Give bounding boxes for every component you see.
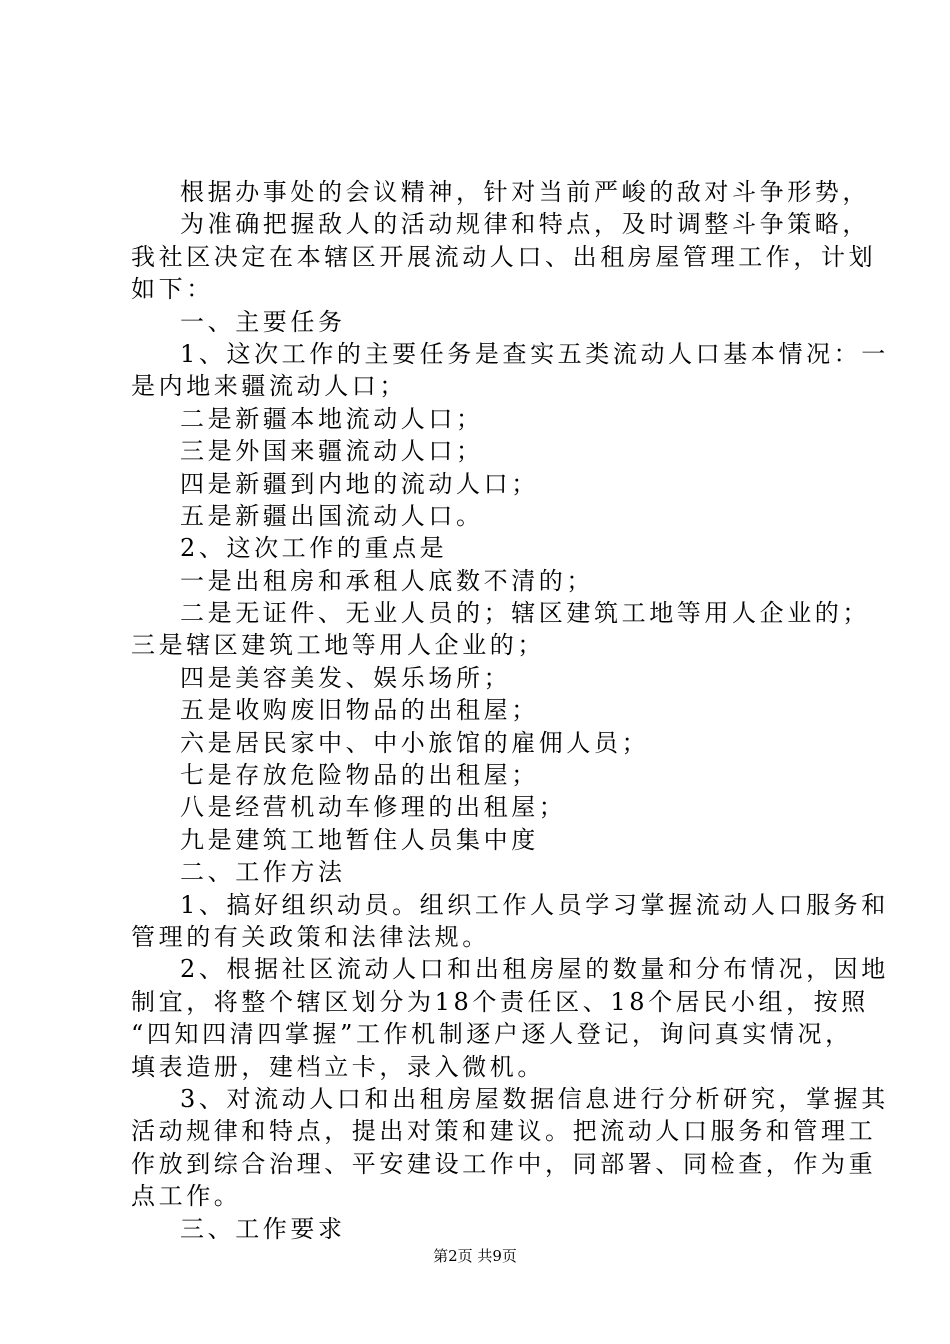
text-line: 填表造册，建档立卡，录入微机。: [131, 1052, 545, 1081]
text-line: 六是居民家中、中小旅馆的雇佣人员；: [180, 728, 650, 757]
text-line: 点工作。: [131, 1182, 242, 1211]
text-line: 管理的有关政策和法律法规。: [131, 922, 490, 951]
text-line: 三是辖区建筑工地等用人企业的；: [131, 631, 545, 660]
text-line: 活动规律和特点，提出对策和建议。把流动人口服务和管理工: [131, 1117, 877, 1146]
text-line: 五是新疆出国流动人口。: [180, 501, 484, 530]
page-footer: 第2页 共9页: [433, 1247, 517, 1265]
text-line: 三、工作要求: [180, 1214, 346, 1243]
text-line: 作放到综合治理、平安建设工作中，同部署、同检查，作为重: [131, 1149, 877, 1178]
text-line: 一是出租房和承租人底数不清的；: [180, 566, 594, 595]
text-line: 八是经营机动车修理的出租屋；: [180, 793, 567, 822]
text-line: 制宜，将整个辖区划分为18个责任区、18个居民小组，按照: [131, 987, 869, 1016]
text-line: 是内地来疆流动人口；: [131, 372, 407, 401]
text-line: 为准确把握敌人的活动规律和特点，及时调整斗争策略，: [180, 210, 870, 239]
text-line: 1、搞好组织动员。组织工作人员学习掌握流动人口服务和: [180, 890, 889, 919]
text-line: 三是外国来疆流动人口；: [180, 437, 484, 466]
document-body: [131, 176, 889, 1245]
text-line: 一、主要任务: [180, 307, 346, 336]
text-line: 2、这次工作的重点是: [180, 534, 448, 563]
text-line: 根据办事处的会议精神，针对当前严峻的敌对斗争形势，: [180, 178, 870, 206]
text-line: 1、这次工作的主要任务是查实五类流动人口基本情况：一: [180, 339, 889, 368]
text-line: 四是新疆到内地的流动人口；: [180, 469, 539, 498]
text-line: 二、工作方法: [180, 858, 346, 887]
text-line: “四知四清四掌握”工作机制逐户逐人登记，询问真实情况，: [131, 1020, 853, 1049]
text-line: 九是建筑工地暂住人员集中度: [180, 825, 539, 854]
text-line: 我社区决定在本辖区开展流动人口、出租房屋管理工作，计划: [131, 242, 877, 271]
text-line: 2、根据社区流动人口和出租房屋的数量和分布情况，因地: [180, 955, 889, 984]
text-line: 七是存放危险物品的出租屋；: [180, 761, 539, 790]
text-line: 二是新疆本地流动人口；: [180, 404, 484, 433]
text-line: 五是收购废旧物品的出租屋；: [180, 696, 539, 725]
text-line: 如下：: [131, 275, 214, 304]
text-line: 四是美容美发、娱乐场所；: [180, 663, 512, 692]
text-line: 3、对流动人口和出租房屋数据信息进行分析研究，掌握其: [180, 1084, 889, 1113]
text-line: 二是无证件、无业人员的；辖区建筑工地等用人企业的；: [180, 599, 870, 628]
